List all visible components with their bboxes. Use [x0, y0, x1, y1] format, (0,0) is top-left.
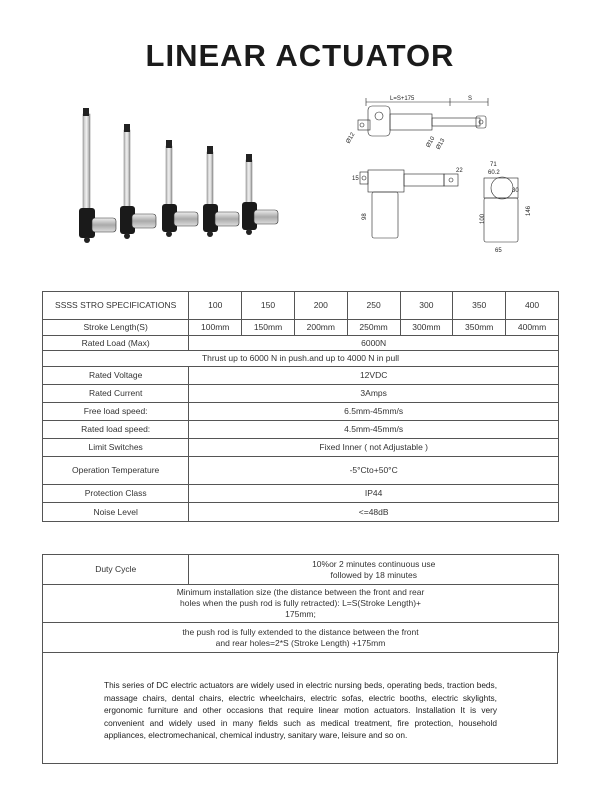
spec-header-cell: 250 [347, 292, 400, 320]
table-row [43, 403, 559, 421]
actuator-4 [203, 146, 239, 237]
table-row [43, 385, 559, 403]
spec-header-label: SSSS STRO SPECIFICATIONS [43, 292, 189, 320]
spec-row-label: Rated Load (Max) [43, 336, 189, 351]
duty-table [42, 554, 559, 653]
description-text: This series of DC electric actuators are widely used in electric nursing beds, operating beds, traction beds, massage chairs, dental chairs, electric wheelchairs, electric sofas, electric booths, electric skylights, ergonomic furniture and other occasions that require linear motion actuators. Installation It is very convenient and widely used in many fields such as medical treatment, fire protection, household appliances, electromechanical, chemical industry, sanitary ware, leisure and so on. [104, 680, 497, 741]
spec-header-cell: 200 [294, 292, 347, 320]
table-row [43, 367, 559, 385]
spec-header-cell: 150 [242, 292, 295, 320]
spec-row-label: Operation Temperature [43, 457, 189, 485]
table-row [43, 351, 559, 367]
spec-cell: 6.5mm-45mm/s [189, 403, 559, 421]
spec-header-cell: 400 [506, 292, 559, 320]
dim-w65: 65 [495, 248, 502, 254]
dim-h98: 98 [362, 213, 368, 220]
dim-h146: 146 [526, 205, 532, 216]
spec-cell: 100mm [189, 320, 242, 336]
spec-cell: 6000N [189, 336, 559, 351]
spec-cell: 250mm [347, 320, 400, 336]
spec-row-label: Free load speed: [43, 403, 189, 421]
spec-row-label: Rated load speed: [43, 421, 189, 439]
dim-h100: 100 [480, 213, 486, 224]
spec-cell: -5°Cto+50°C [189, 457, 559, 485]
spec-cell: 3Amps [189, 385, 559, 403]
actuator-5 [242, 154, 278, 235]
dim-w71: 71 [490, 162, 497, 168]
spec-header-cell: 100 [189, 292, 242, 320]
dim-stroke-formula: L=S+175 [390, 96, 415, 102]
spec-row-label: Stroke Length(S) [43, 320, 189, 336]
actuators-photo [70, 100, 300, 250]
dim-w60: 60.2 [488, 170, 500, 176]
spec-cell: 400mm [506, 320, 559, 336]
table-row [43, 555, 559, 585]
table-row [43, 585, 559, 623]
dim-s: S [468, 96, 473, 102]
spec-thrust-note: Thrust up to 6000 N in push.and up to 4000 N in pull [43, 351, 559, 367]
actuator-3 [162, 140, 198, 237]
page-title: LINEAR ACTUATOR [145, 38, 455, 73]
spec-header-cell: 350 [453, 292, 506, 320]
spec-cell: IP44 [189, 485, 559, 503]
dim-d10: Ø10 [425, 135, 437, 149]
spec-table [42, 291, 559, 522]
actuator-1 [79, 108, 116, 243]
spec-cell: 200mm [294, 320, 347, 336]
spec-cell: <=48dB [189, 503, 559, 522]
dim-d13: Ø13 [435, 137, 447, 151]
dim-h22: 22 [456, 168, 463, 174]
spec-cell: 300mm [400, 320, 453, 336]
table-row [43, 421, 559, 439]
spec-cell: 150mm [242, 320, 295, 336]
table-row [43, 336, 559, 351]
dim-w30: 30 [512, 188, 519, 194]
table-row [43, 320, 559, 336]
duty-min-install: Minimum installation size (the distance between the front and rear holes when the push rod is fully retracted): L=S(Stroke Length)+ 175mm; [43, 585, 559, 623]
spec-cell: 350mm [453, 320, 506, 336]
spec-cell: 4.5mm-45mm/s [189, 421, 559, 439]
spec-row-label: Rated Current [43, 385, 189, 403]
table-row [43, 292, 559, 320]
table-row [43, 623, 559, 653]
table-row [43, 485, 559, 503]
spec-row-label: Protection Class [43, 485, 189, 503]
spec-row-label: Limit Switches [43, 439, 189, 457]
actuator-2 [120, 124, 156, 239]
table-row [43, 503, 559, 522]
spec-cell: 12VDC [189, 367, 559, 385]
duty-label: Duty Cycle [43, 555, 189, 585]
spec-header-cell: 300 [400, 292, 453, 320]
duty-value: 10%or 2 minutes continuous use followed by 18 minutes [189, 555, 559, 585]
dimension-drawing [340, 90, 540, 260]
dim-d12: Ø12 [345, 131, 357, 145]
spec-cell: Fixed Inner ( not Adjustable ) [189, 439, 559, 457]
spec-row-label: Rated Voltage [43, 367, 189, 385]
dim-h15: 15 [352, 176, 359, 182]
duty-extended: the push rod is fully extended to the distance between the front and rear holes=2*S (Stroke Length) +175mm [43, 623, 559, 653]
spec-row-label: Noise Level [43, 503, 189, 522]
table-row [43, 439, 559, 457]
table-row [43, 457, 559, 485]
